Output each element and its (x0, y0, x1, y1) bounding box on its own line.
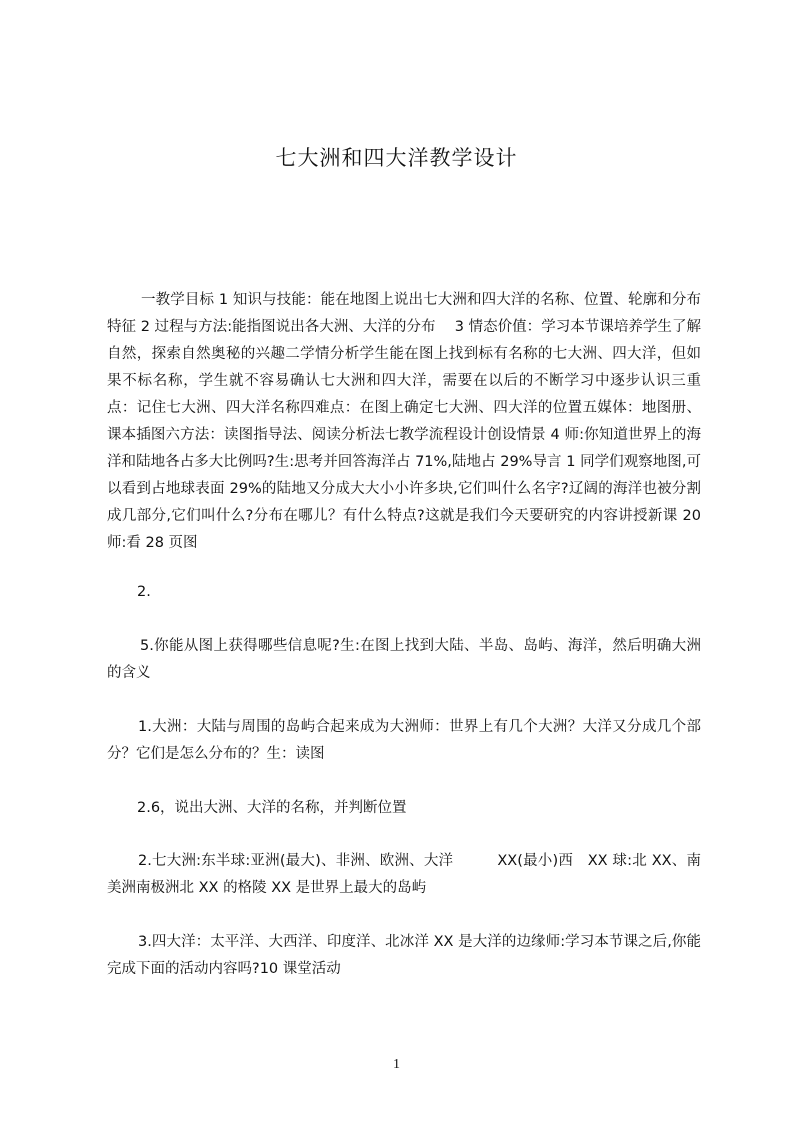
paragraph-name-and-position: 2.6，说出大洲、大洋的名称，并判断位置 (137, 800, 407, 816)
document-title: 七大洲和四大洋教学设计 (275, 146, 518, 170)
paragraph-seven-continents: 2.七大洲:东半球:亚洲(最大)、非洲、欧洲、大洋 XX(最小)西 XX 球:北 XX、南美洲南极洲北 XX 的格陵 XX 是世界上最大的岛屿 (107, 853, 701, 896)
paragraph-continent-definition: 1.大洲：大陆与周围的岛屿合起来成为大洲师：世界上有几个大洲？大洋又分成几个部分？它们是怎么分布的？生：读图 (107, 719, 701, 762)
paragraph-four-oceans: 3.四大洋：太平洋、大西洋、印度洋、北冰洋 XX 是大洋的边缘师:学习本节课之后,你能完成下面的活动内容吗?10 课堂活动 (107, 934, 701, 977)
paragraph-teaching-objectives: 一教学目标 1 知识与技能：能在地图上说出七大洲和四大洋的名称、位置、轮廓和分布特征 2 过程与方法:能指图说出各大洲、大洋的分布 3 情态价值：学习本节课培养学生了解自然，探索自然奥秘的兴趣二学情分析学生能在图上找到标有名称的七大洲、四大洋，但如果不标名称，学生就不容易确认七大洲和四大洋，需要在以后的不断学习中逐步认识三重点：记住七大洲、四大洋名称四难点：在图上确定七大洲、四大洋的位置五媒体：地图册、课本插图六方法：读图指导法、阅读分析法七教学流程设计创设情景 4 师:你知道世界上的海洋和陆地各占多大比例吗?生:思考并回答海洋占 71%,陆地占 29%导言 1 同学们观察地图,可以看到占地球表面 29%的陆地又分成大大小小许多块,它们叫什么名字?辽阔的海洋也被分割成几部分,它们叫什么?分布在哪儿？有什么特点?这就是我们今天要研究的内容讲授新课 20 师:看 28 页图 (107, 292, 701, 551)
paragraph-item-2: 2. (137, 584, 151, 600)
paragraph-map-information: 5.你能从图上获得哪些信息呢?生:在图上找到大陆、半岛、岛屿、海洋，然后明确大洲的含义 (107, 638, 701, 681)
page-number: 1 (393, 1057, 400, 1072)
